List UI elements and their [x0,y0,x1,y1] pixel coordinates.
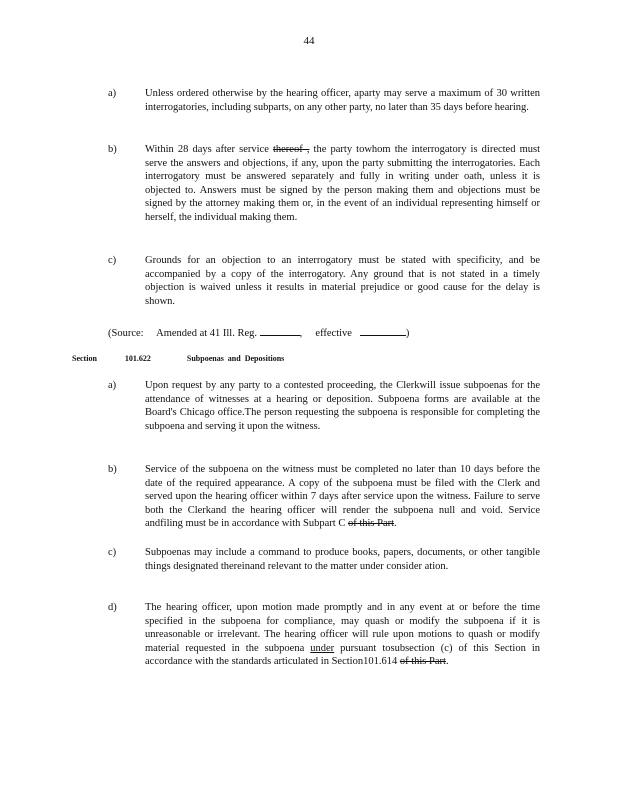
source-open: (Source: [108,328,144,339]
source-close: ) [405,328,410,339]
item-label: a) [108,380,117,391]
item-text [145,143,540,225]
struck-text: thereof , [272,144,310,155]
text-after: . [394,518,397,530]
item-text: Subpoenas may include a command to produce books, papers, documents, or other tangible things designated thereinand relevant to the matter under consider ation. [145,547,540,572]
source-amended: Amended at 41 Ill. Reg. [156,328,258,339]
item-label: d) [108,602,117,613]
item-label: c) [108,547,117,558]
section-heading [72,354,284,363]
text-after: . [445,656,449,668]
struck-text: of this Part [399,656,446,668]
blank-line [360,325,406,336]
page-number: 44 [303,35,315,47]
section-title: Subpoenas and Depositions [186,354,285,363]
item-text: Unless ordered otherwise by the hearing officer, aparty may serve a maximum of 30 written interrogatories, including subparts, on any other party, no later than 35 days before hearing. [145,88,540,113]
text-mid: pursuant tosubsection (c) of this Section in accordance with the standards articulated in Section101.614 [145,642,541,668]
item-label: b) [108,144,117,155]
source-sep: , [299,328,303,339]
source-effective: effective [315,328,352,339]
item-label: b) [108,464,117,475]
item-label: c) [108,255,117,266]
item-text: Upon request by any party to a contested proceeding, the Clerkwill issue subpoenas for the attendance of witnesses at a hearing or deposition. Subpoena forms are available at the Board's Chicago office.The person requesting the subpoena is responsible for completing the subpoena and serving it upon the witness. [145,380,540,432]
section-label: Section [72,354,97,363]
item-label: a) [108,88,117,99]
text-before: Service of the subpoena on the witness must be completed no later than 10 days before the date of the required appearance. A copy of the subpoena must be filed with the Clerk and served upon the hearing officer within 7 days after service upon the witness. Failure to serve both the Clerkand the hearing officer will render the subpoena null and void. Service andfiling must be in accordance with Subpart C [145,464,540,530]
blank-line [260,325,300,336]
text-before: Within 28 days after service [145,144,273,155]
text-before: The hearing officer, upon motion made promptly and in any event at or before the time specified in the subpoena for compliance, may quash or modify the subpoena if it is unreasonable or irrelevant. The hearing officer will rule upon motions to quash or modify material requested in the subpoena [145,602,540,654]
item-text [145,463,540,531]
item-text: Grounds for an objection to an interrogatory must be stated with specificity, and be accompanied by a copy of the interrogatory. Any ground that is not stated in a timely objection is waived unless it results in material prejudice or good cause for the delay is shown. [145,255,540,307]
struck-text: of this Part [347,518,395,530]
underlined-text: under [310,642,335,654]
text-after: the party towhom the interrogatory is directed must serve the answers and objections, if any, upon the party submitting the interrogatories. Each interrogatory must be answered separately and fully in writing under oath, unless it is objected to. Answers must be signed by the person making them and objections must be signed by the attorney making them or, in the event of an individual representing himself or herself, the individual making them. [145,144,540,223]
source-note [108,325,409,339]
item-text [145,601,540,669]
section-number: 101.622 [124,354,151,363]
